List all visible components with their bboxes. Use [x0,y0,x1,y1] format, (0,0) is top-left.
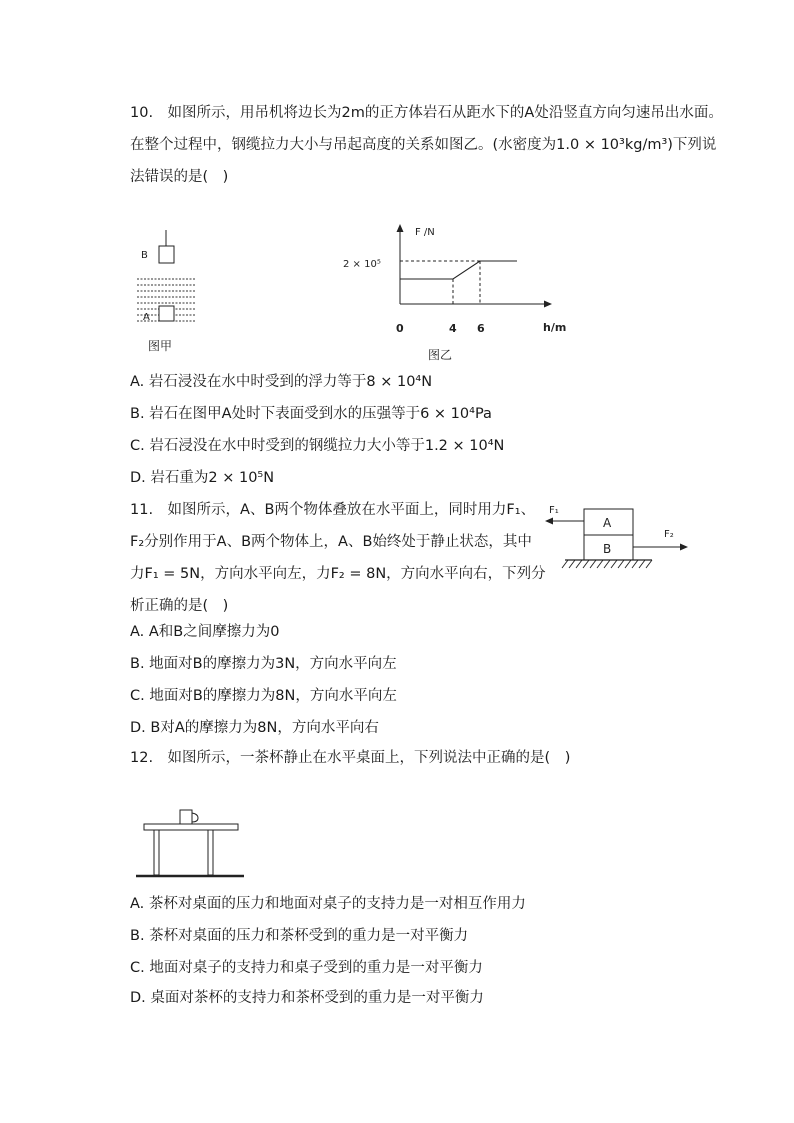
force-f2-arrowhead [680,544,688,551]
q10-figure-b-graph [335,222,580,364]
y-tick-label: 2 × 10⁵ [343,259,381,270]
q12-option-a: A. 茶杯对桌面的压力和地面对桌子的支持力是一对相互作用力 [130,896,526,912]
force-f2-label: F₂ [664,529,674,540]
q12-figure-table [130,803,250,883]
label-b: B [141,250,148,261]
force-height-curve [400,261,517,279]
x-tick-6: 6 [477,322,485,335]
q11-option-d: D. B对A的摩擦力为8N，方向水平向右 [130,720,379,736]
x-axis-label: h/m [543,321,567,334]
q10-stem-line-3: 法错误的是( ) [130,169,229,185]
figure-b-caption: 图乙 [428,348,453,362]
q11-stem-line-1: 11. 如图所示，A、B两个物体叠放在水平面上，同时用力F₁、 [130,502,536,518]
q11-option-a: A. A和B之间摩擦力为0 [130,624,280,640]
rock-at-a [159,306,174,321]
y-axis-label: F /N [415,227,435,238]
q11-stem-line-4: 析正确的是( ) [130,598,229,614]
label-a: A [143,312,150,323]
q10-figure-a [128,222,208,357]
x-tick-0: 0 [396,322,404,335]
q10-option-d: D. 岩石重为2 × 10⁵N [130,470,275,486]
q11-stem-line-2: F₂分别作用于A、B两个物体上，A、B始终处于静止状态，其中 [130,534,532,550]
table-leg-right [208,830,213,875]
q12-option-b: B. 茶杯对桌面的压力和茶杯受到的重力是一对平衡力 [130,928,469,944]
figure-a-caption: 图甲 [148,339,173,353]
q12-option-c: C. 地面对桌子的支持力和桌子受到的重力是一对平衡力 [130,960,483,976]
q11-option-c: C. 地面对B的摩擦力为8N，方向水平向左 [130,688,397,704]
ground-hatching [562,560,652,568]
q12-stem-line-1: 12. 如图所示，一茶杯静止在水平桌面上，下列说法中正确的是( ) [130,750,571,766]
x-tick-4: 4 [449,322,457,335]
block-b-label: B [603,542,612,556]
y-axis-arrow [397,224,404,232]
x-axis-arrow [544,301,552,308]
force-f1-label: F₁ [549,505,559,516]
rock-at-b [159,246,174,263]
table-top [144,824,238,830]
q10-option-c: C. 岩石浸没在水中时受到的钢缆拉力大小等于1.2 × 10⁴N [130,438,505,454]
q11-option-b: B. 地面对B的摩擦力为3N，方向水平向左 [130,656,397,672]
q10-option-a: A. 岩石浸没在水中时受到的浮力等于8 × 10⁴N [130,374,433,390]
block-a-label: A [603,516,612,530]
q10-option-b: B. 岩石在图甲A处时下表面受到水的压强等于6 × 10⁴Pa [130,406,492,422]
teacup-handle [192,813,198,822]
teacup-icon [180,810,192,824]
q10-stem-line-2: 在整个过程中，钢缆拉力大小与吊起高度的关系如图乙。(水密度为1.0 × 10³kg/m³)下列说 [130,137,717,153]
table-leg-left [154,830,159,875]
q11-stem-line-3: 力F₁ = 5N，方向水平向左，力F₂ = 8N，方向水平向右，下列分 [130,566,546,582]
q12-option-d: D. 桌面对茶杯的支持力和茶杯受到的重力是一对平衡力 [130,990,484,1006]
force-f1-arrowhead [545,518,553,525]
q10-stem-line-1: 10. 如图所示，用吊机将边长为2m的正方体岩石从距水下的A处沿竖直方向匀速吊出水面。 [130,105,723,121]
q11-figure-blocks [540,500,695,578]
